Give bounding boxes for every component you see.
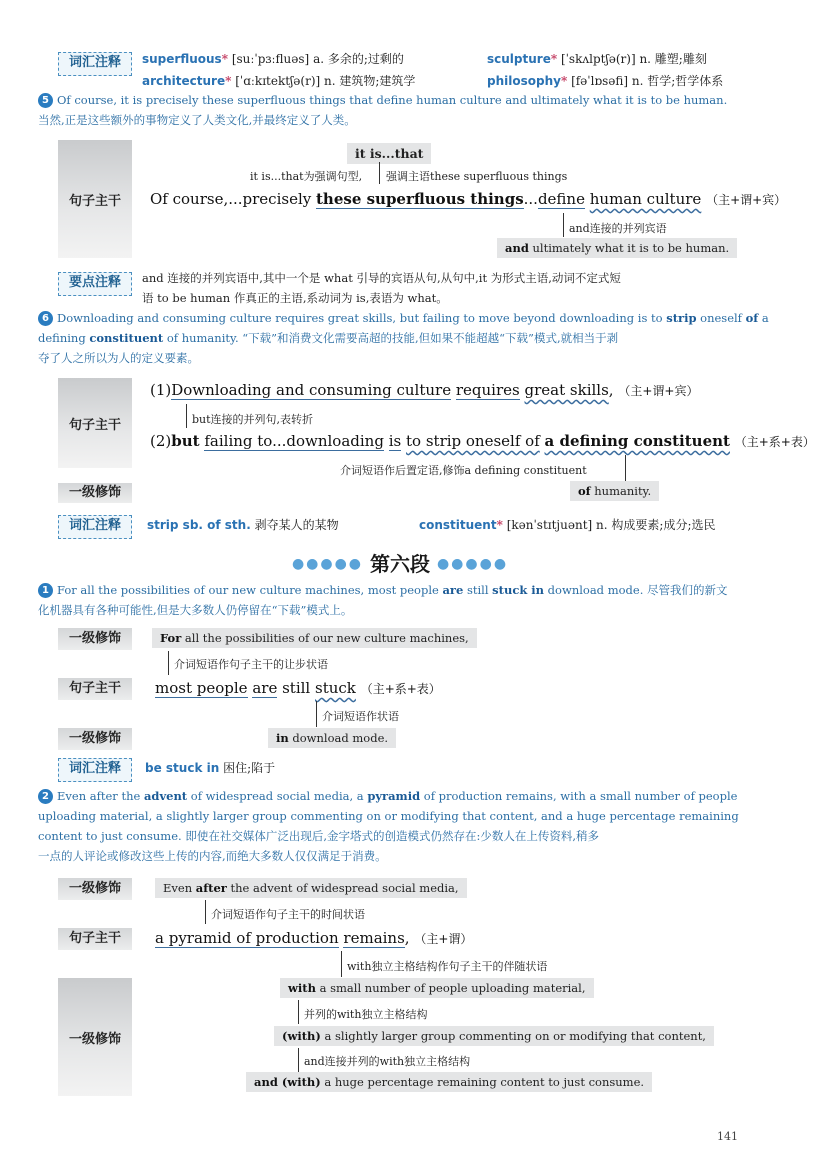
sentence-cn: 化机器具有各种可能性,但是大多数人仍停留在“下载”模式上。 (38, 603, 353, 617)
section-title (0, 548, 800, 577)
sentence-cn: 夺了人之所以为人的定义要素。 (38, 351, 199, 365)
trunk-pattern: （主+谓+宾） (618, 384, 699, 398)
box-text: ultimately what it is to be human. (528, 241, 730, 255)
vocab-word: superfluous (142, 52, 222, 66)
trunk-predicate: is (388, 432, 402, 450)
trunk-predicate: are (252, 679, 278, 697)
vocab-entry-philosophy: philosophy* [fəˈlɒsəfi] n. 哲学;哲学体系 (487, 74, 724, 88)
conjunction: but (171, 432, 200, 450)
trunk-ellipsis: ... (523, 190, 538, 208)
key-points-line: 语 to be human 作真正的主语,系动词为 is,表语为 what。 (142, 291, 448, 305)
trunk-object: great skills (524, 381, 609, 399)
trunk-object: human culture (589, 190, 702, 208)
connector-line (316, 701, 317, 727)
vocab-def: 剥夺某人的某物 (254, 518, 339, 532)
with-box-1 (280, 978, 594, 998)
sentence-en: Even after the (57, 789, 144, 803)
note-but-clause: but连接的并列句,表转折 (192, 413, 314, 426)
note-concession: 介词短语作句子主干的让步状语 (174, 658, 328, 671)
trunk-label: 句子主干 (58, 378, 132, 468)
box-text: a huge percentage remaining content to just consume. (320, 1075, 645, 1089)
punct: , (608, 381, 614, 399)
box-text: a slightly larger group commenting on or modifying that content, (320, 1029, 706, 1043)
sentence-en: For all the possibilities of our new culture machines, most people (57, 583, 443, 597)
keyword: of (745, 311, 759, 325)
sentence-en: a (758, 311, 769, 325)
connector-line (186, 404, 187, 428)
vocab-ipa: [suːˈpɜːfluəs] (231, 52, 310, 66)
note-parallel-with: 并列的with独立主格结构 (304, 1008, 428, 1021)
vocab-word: philosophy (487, 74, 561, 88)
bold-word: in (276, 731, 289, 745)
vocab-label: 词汇注释 (58, 52, 132, 76)
trunk-predicate: requires (455, 381, 520, 399)
sentence-6-text (38, 308, 768, 368)
sentence-en: uploading material, a slightly larger group commenting on or modifying that content, and a huge percentage remaining (38, 809, 739, 823)
connector-line (168, 651, 169, 675)
vocab-label: 词汇注释 (58, 515, 132, 539)
trunk-p6-sentence-2 (155, 929, 472, 947)
vocab-entry-architecture: architecture* [ˈɑːkɪtektʃə(r)] n. 建筑物;建筑学 (142, 74, 416, 88)
vocab-def: n. 构成要素;成分;选民 (596, 518, 716, 532)
vocab-label: 词汇注释 (58, 758, 132, 782)
trunk-pattern: （主+系+表） (734, 435, 815, 449)
box-text: Even (163, 881, 196, 895)
sentence-en: of humanity. “下载”和消费文化需要高超的技能,但如果不能超越“下载”模式,就相当于剥 (163, 331, 619, 345)
modifier-label: 一级修饰 (58, 483, 132, 503)
trunk-pre: Of course,...precisely (150, 190, 316, 208)
trunk-object: a defining constituent (544, 432, 730, 450)
note-with-absolute: with独立主格结构作句子主干的伴随状语 (347, 960, 548, 973)
bold-word: with (288, 981, 316, 995)
note-emphasis-subject: 强调主语these superfluous things (386, 170, 568, 183)
trunk-clause-2 (150, 432, 815, 450)
vocab-def: n. 哲学;哲学体系 (631, 74, 724, 88)
vocab-ipa: [ˈskʌlptʃə(r)] (560, 52, 636, 66)
modifier-box (268, 728, 396, 748)
vocab-def: n. 建筑物;建筑学 (324, 74, 416, 88)
sentence-en: Downloading and consuming culture requires great skills, but failing to move beyond downloading is to (57, 311, 667, 325)
sentence-cn: 一点的人评论或修改这些上传的内容,而绝大多数人仅仅满足于消费。 (38, 849, 387, 863)
sentence-number: 6 (38, 311, 53, 326)
modifier-box (155, 878, 467, 898)
trunk-subject: a pyramid of production (155, 929, 339, 947)
bold-word: of (578, 484, 591, 498)
bold-word: after (195, 881, 227, 895)
decor-dots-right: ●●●●● (436, 556, 509, 572)
trunk-complement: stuck (315, 679, 356, 697)
connector-line (205, 900, 206, 924)
with-box-2 (274, 1026, 714, 1046)
vocab-ipa: [ˈɑːkɪtektʃə(r)] (235, 74, 321, 88)
p6-sentence-2-text (38, 786, 768, 866)
trunk-predicate: define (537, 190, 585, 208)
sentence-en: download mode. 尽管我们的新文 (544, 583, 728, 597)
vocab-entry-constituent: constituent* [kənˈstɪtjuənt] n. 构成要素;成分;选民 (419, 518, 716, 532)
key-points-text (142, 268, 762, 308)
connector-line (341, 951, 342, 977)
trunk-pattern: （主+谓） (414, 932, 473, 946)
modifier-label: 一级修饰 (58, 628, 132, 650)
modifier-box (152, 628, 477, 648)
sentence-number: 5 (38, 93, 53, 108)
connector-line (563, 213, 564, 237)
vocab-entry-superfluous: superfluous* [suːˈpɜːfluəs] a. 多余的;过剩的 (142, 52, 404, 66)
vocab-word: constituent (419, 518, 497, 532)
sentence-cn: 当然,正是这些额外的事物定义了人类文化,并最终定义了人类。 (38, 113, 356, 127)
connector-line (379, 162, 380, 184)
connector-line (625, 455, 626, 481)
sentence-en: Of course, it is precisely these superfluous things that define human culture and ultimately what it is to be human. (57, 93, 728, 107)
trunk-sentence-5 (150, 190, 786, 208)
sentence-en: of production remains, with a small number of people (420, 789, 738, 803)
vocab-entry-sculpture: sculpture* [ˈskʌlptʃə(r)] n. 雕塑;雕刻 (487, 52, 707, 66)
trunk-complement: to strip oneself of (406, 432, 540, 450)
note-parallel-object: and连接的并列宾语 (569, 222, 667, 235)
trunk-label: 句子主干 (58, 928, 132, 950)
trunk-subject: Downloading and consuming culture (171, 381, 452, 399)
parallel-object-box (497, 238, 737, 258)
connector-line (298, 1048, 299, 1072)
trunk-label: 句子主干 (58, 678, 132, 700)
box-text: a small number of people uploading material, (315, 981, 586, 995)
vocab-word: sculpture (487, 52, 551, 66)
vocab-word: architecture (142, 74, 226, 88)
note-time-adverbial: 介词短语作句子主干的时间状语 (211, 908, 365, 921)
box-text: all the possibilities of our new culture machines, (181, 631, 469, 645)
section-title-text: 第六段 (370, 552, 430, 576)
trunk-predicate: remains (343, 929, 405, 947)
note-prep-phrase: 介词短语作后置定语,修饰a defining constituent (340, 464, 587, 477)
keyword: advent (143, 789, 188, 803)
box-text: the advent of widespread social media, (226, 881, 459, 895)
p6-sentence-1-text (38, 580, 768, 620)
trunk-subject: most people (155, 679, 248, 697)
vocab-entry-strip (147, 516, 339, 534)
sentence-en: of widespread social media, a (187, 789, 368, 803)
trunk-p6-sentence-1 (155, 679, 441, 697)
sentence-en: oneself (696, 311, 746, 325)
vocab-ipa: [fəˈlɒsəfi] (571, 74, 629, 88)
trunk-pattern: （主+系+表） (360, 682, 441, 696)
vocab-word: strip sb. of sth. (147, 518, 251, 532)
vocab-word: be stuck in (145, 761, 220, 775)
key-points-line: and 连接的并列宾语中,其中一个是 what 引导的宾语从句,从句中,it 为形式主语,动词不定式短 (142, 271, 621, 285)
sentence-en: still (463, 583, 493, 597)
trunk-pattern: （主+谓+宾） (706, 193, 787, 207)
note-and-with: and连接并列的with独立主格结构 (304, 1055, 471, 1068)
box-text: download mode. (288, 731, 389, 745)
vocab-ipa: [kənˈstɪtjuənt] (506, 518, 593, 532)
page-number: 141 (717, 1130, 738, 1143)
trunk-clause-1 (150, 381, 698, 399)
punct: , (404, 929, 410, 947)
keyword: strip (666, 311, 697, 325)
keyword: are (442, 583, 464, 597)
keyword: constituent (89, 331, 164, 345)
bold-word: For (160, 631, 182, 645)
bold-word: and (505, 241, 529, 255)
sentence-5-text (38, 90, 758, 130)
modifier-label: 一级修饰 (58, 878, 132, 900)
trunk-adverb: still (282, 679, 311, 697)
sentence-en: defining (38, 331, 90, 345)
trunk-subject: failing to...downloading (204, 432, 384, 450)
trunk-label: 句子主干 (58, 140, 132, 258)
modifier-box (570, 481, 659, 501)
trunk-subject: these superfluous things (316, 190, 524, 208)
note-adverbial: 介词短语作状语 (322, 710, 399, 723)
vocab-def: a. 多余的;过剩的 (313, 52, 404, 66)
clause-index: (2) (150, 432, 172, 450)
with-box-3 (246, 1072, 652, 1092)
modifier-label: 一级修饰 (58, 978, 132, 1096)
clause-index: (1) (150, 381, 172, 399)
emphasis-box: it is...that (347, 143, 431, 164)
sentence-number: 1 (38, 583, 53, 598)
modifier-label: 一级修饰 (58, 728, 132, 750)
box-text: humanity. (590, 484, 652, 498)
vocab-def: 困住;陷于 (223, 761, 276, 775)
connector-line (298, 1000, 299, 1024)
bold-word: (with) (282, 1029, 321, 1043)
decor-dots-left: ●●●●● (291, 556, 364, 572)
key-points-label: 要点注释 (58, 272, 132, 296)
vocab-entry-stuck (145, 759, 275, 777)
bold-word: and (with) (254, 1075, 321, 1089)
keyword: pyramid (367, 789, 421, 803)
vocab-def: n. 雕塑;雕刻 (639, 52, 707, 66)
sentence-number: 2 (38, 789, 53, 804)
keyword: stuck in (492, 583, 545, 597)
sentence-en: content to just consume. 即使在社交媒体广泛出现后,金字塔式的创造模式仍然存在:少数人在上传资料,稍多 (38, 829, 600, 843)
note-emphasis: it is...that为强调句型, (250, 170, 363, 183)
